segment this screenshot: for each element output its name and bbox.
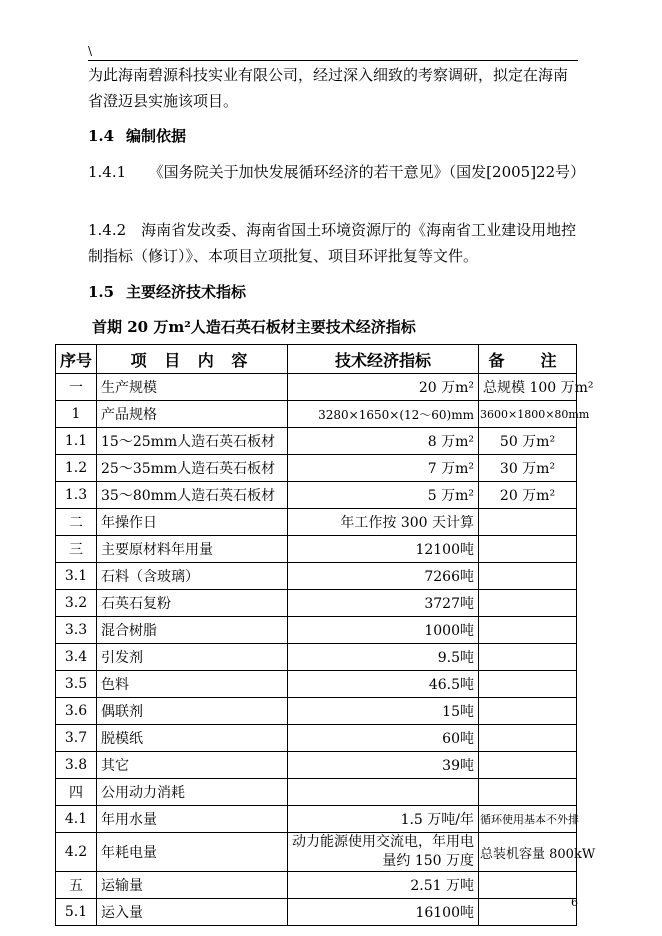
cell-value: 5 万m² — [288, 482, 479, 509]
cell-note — [479, 752, 577, 779]
cell-no: 1.1 — [56, 428, 97, 455]
page-number: 6 — [571, 896, 578, 909]
cell-name: 产品规格 — [97, 401, 288, 428]
section-title: 编制依据 — [126, 127, 187, 145]
table-row — [56, 899, 577, 926]
table-row — [56, 671, 577, 698]
header-rule — [88, 60, 578, 61]
cell-value: 60吨 — [288, 725, 479, 752]
cell-no: 五 — [56, 872, 97, 899]
cell-note: 50 万m² — [479, 428, 577, 455]
cell-value: 年工作按 300 天计算 — [288, 509, 479, 536]
cell-name: 石料（含玻璃） — [97, 563, 288, 590]
cell-value: 动力能源使用交流电，年用电量约 150 万度 — [288, 833, 479, 872]
table-row — [56, 806, 577, 833]
cell-value — [288, 779, 479, 806]
cell-note — [479, 644, 577, 671]
intro-paragraph: 为此海南碧源科技实业有限公司，经过深入细致的考察调研，拟定在海南省澄迈县实施该项目。 — [88, 66, 569, 110]
table-row — [56, 725, 577, 752]
cell-note — [479, 590, 577, 617]
cell-value: 20 万m² — [288, 374, 479, 401]
cell-value: 15吨 — [288, 698, 479, 725]
table-row — [56, 563, 577, 590]
table-row — [56, 455, 577, 482]
cell-value: 8 万m² — [288, 428, 479, 455]
cell-no: 四 — [56, 779, 97, 806]
cell-name: 年用水量 — [97, 806, 288, 833]
cell-note — [479, 779, 577, 806]
cell-name: 15～25mm人造石英石板材 — [97, 428, 288, 455]
basis-item-1-4-1: 1.4.1 《国务院关于加快发展循环经济的若干意见》（国发[2005]22号） — [88, 163, 586, 181]
cell-note — [479, 563, 577, 590]
cell-no: 1.3 — [56, 482, 97, 509]
header-mark: \ — [88, 44, 93, 58]
section-title: 主要经济技术指标 — [126, 283, 247, 301]
table-row — [56, 644, 577, 671]
cell-value: 3727吨 — [288, 590, 479, 617]
table-row — [56, 536, 577, 563]
cell-note — [479, 617, 577, 644]
cell-name: 混合树脂 — [97, 617, 288, 644]
cell-no: 三 — [56, 536, 97, 563]
cell-note: 循环使用基本不外排 — [479, 806, 577, 833]
cell-note: 总装机容量 800kW — [479, 833, 577, 872]
table-row — [56, 752, 577, 779]
cell-note — [479, 536, 577, 563]
section-heading-1-4 — [88, 125, 186, 146]
table-row — [56, 590, 577, 617]
cell-name: 生产规模 — [97, 374, 288, 401]
section-number: 1.4 — [88, 127, 115, 145]
header-remark: 备 注 — [479, 345, 577, 374]
cell-note — [479, 509, 577, 536]
indicators-table — [55, 344, 596, 926]
basis-item-1-4-2: 1.4.2 海南省发改委、海南省国土环境资源厅的《海南省工业建设用地控制指标（修订）》、本项目立项批复、项目环评批复等文件。 — [88, 221, 577, 265]
cell-note: 3600×1800×80mm — [479, 401, 577, 428]
header-item: 项 目 内 容 — [97, 345, 288, 374]
cell-note: 20 万m² — [479, 482, 577, 509]
cell-name: 偶联剂 — [97, 698, 288, 725]
cell-name: 其它 — [97, 752, 288, 779]
cell-no: 3.5 — [56, 671, 97, 698]
cell-no: 1.2 — [56, 455, 97, 482]
cell-value: 46.5吨 — [288, 671, 479, 698]
cell-name: 年耗电量 — [97, 833, 288, 872]
cell-note — [479, 725, 577, 752]
cell-name: 石英石复粉 — [97, 590, 288, 617]
cell-name: 年操作日 — [97, 509, 288, 536]
cell-note: 30 万m² — [479, 455, 577, 482]
cell-no: 3.4 — [56, 644, 97, 671]
cell-no: 3.8 — [56, 752, 97, 779]
table-row — [56, 617, 577, 644]
cell-name: 运入量 — [97, 899, 288, 926]
cell-no: 1 — [56, 401, 97, 428]
cell-value: 3280×1650×(12～60)mm — [288, 401, 479, 428]
table-header-row — [56, 345, 577, 374]
cell-name: 主要原材料年用量 — [97, 536, 288, 563]
cell-value: 39吨 — [288, 752, 479, 779]
cell-note — [479, 698, 577, 725]
cell-note — [479, 872, 577, 899]
table-row — [56, 698, 577, 725]
table-row — [56, 374, 577, 401]
cell-no: 3.6 — [56, 698, 97, 725]
table-row — [56, 872, 577, 899]
cell-no: 3.3 — [56, 617, 97, 644]
cell-no: 4.1 — [56, 806, 97, 833]
table-row — [56, 482, 577, 509]
cell-no: 二 — [56, 509, 97, 536]
cell-note — [479, 899, 577, 926]
cell-note: 总规模 100 万m² — [479, 374, 577, 401]
cell-name: 25～35mm人造石英石板材 — [97, 455, 288, 482]
table-row — [56, 779, 577, 806]
cell-value: 1.5 万吨/年 — [288, 806, 479, 833]
table-caption: 首期 20 万m²人造石英石板材主要技术经济指标 — [92, 318, 416, 336]
table-row — [56, 401, 577, 428]
cell-no: 一 — [56, 374, 97, 401]
cell-name: 脱模纸 — [97, 725, 288, 752]
cell-value: 2.51 万吨 — [288, 872, 479, 899]
cell-no: 3.7 — [56, 725, 97, 752]
cell-name: 35～80mm人造石英石板材 — [97, 482, 288, 509]
table-row — [56, 428, 577, 455]
cell-no: 3.1 — [56, 563, 97, 590]
cell-value: 1000吨 — [288, 617, 479, 644]
section-heading-1-5 — [88, 281, 246, 302]
cell-no: 4.2 — [56, 833, 97, 872]
cell-no: 3.2 — [56, 590, 97, 617]
cell-value: 7 万m² — [288, 455, 479, 482]
cell-note — [479, 671, 577, 698]
section-number: 1.5 — [88, 283, 115, 301]
cell-value: 7266吨 — [288, 563, 479, 590]
cell-name: 公用动力消耗 — [97, 779, 288, 806]
cell-value: 12100吨 — [288, 536, 479, 563]
table-row — [56, 833, 577, 872]
header-no: 序号 — [56, 345, 97, 374]
cell-name: 引发剂 — [97, 644, 288, 671]
cell-name: 色料 — [97, 671, 288, 698]
cell-no: 5.1 — [56, 899, 97, 926]
cell-value: 9.5吨 — [288, 644, 479, 671]
table-row — [56, 509, 577, 536]
cell-value: 16100吨 — [288, 899, 479, 926]
cell-name: 运输量 — [97, 872, 288, 899]
header-indicator: 技术经济指标 — [288, 345, 479, 374]
